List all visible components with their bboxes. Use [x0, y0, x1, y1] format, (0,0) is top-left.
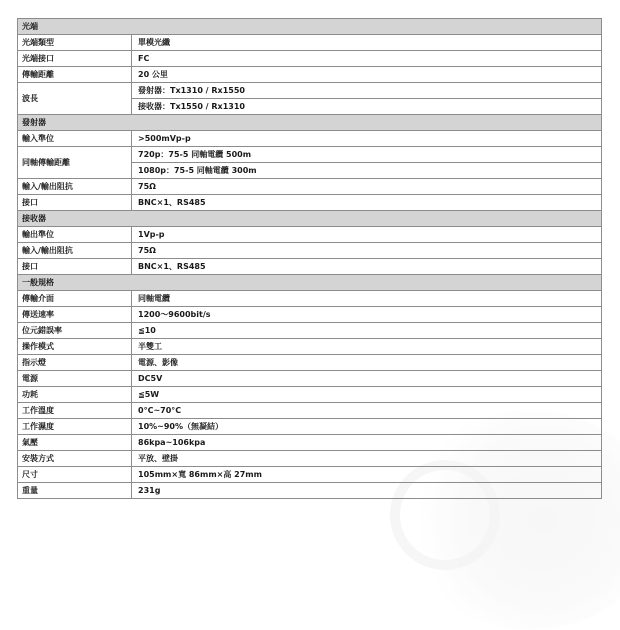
- spec-label: 輸出準位: [18, 227, 132, 243]
- spec-value: >500mVp-p: [132, 131, 602, 147]
- section-header-row: [18, 115, 602, 131]
- spec-label: 操作模式: [18, 339, 132, 355]
- spec-value: 20 公里: [132, 67, 602, 83]
- spec-label: 工作溫度: [18, 403, 132, 419]
- table-row: [18, 403, 602, 419]
- section-header-row: [18, 19, 602, 35]
- spec-label: 輸入準位: [18, 131, 132, 147]
- table-row: [18, 419, 602, 435]
- spec-value: 75Ω: [132, 243, 602, 259]
- spec-value: 720p：75-5 同軸電纜 500m: [132, 147, 602, 163]
- spec-table: [17, 18, 602, 499]
- table-row: [18, 435, 602, 451]
- table-row: [18, 355, 602, 371]
- spec-label: 指示燈: [18, 355, 132, 371]
- table-row: [18, 259, 602, 275]
- spec-label: 工作濕度: [18, 419, 132, 435]
- spec-label: 功耗: [18, 387, 132, 403]
- spec-value: BNC×1、RS485: [132, 259, 602, 275]
- spec-label: 同軸傳輸距離: [18, 147, 132, 179]
- spec-label: 安裝方式: [18, 451, 132, 467]
- spec-value: BNC×1、RS485: [132, 195, 602, 211]
- spec-value: DC5V: [132, 371, 602, 387]
- table-row: [18, 307, 602, 323]
- section-header-row: [18, 275, 602, 291]
- spec-value: 單模光纖: [132, 35, 602, 51]
- spec-label: 輸入/輸出阻抗: [18, 179, 132, 195]
- section-header-row: [18, 211, 602, 227]
- table-row: [18, 195, 602, 211]
- spec-label: 波長: [18, 83, 132, 115]
- table-row: [18, 179, 602, 195]
- spec-table-body: [18, 19, 602, 499]
- spec-value: 10%~90%（無凝結）: [132, 419, 602, 435]
- spec-value: 1200～9600bit/s: [132, 307, 602, 323]
- spec-value: 75Ω: [132, 179, 602, 195]
- table-row: [18, 35, 602, 51]
- spec-label: 光端接口: [18, 51, 132, 67]
- table-row: [18, 387, 602, 403]
- spec-value: 105mm×寬 86mm×高 27mm: [132, 467, 602, 483]
- spec-value: 0°C~70°C: [132, 403, 602, 419]
- table-row: [18, 131, 602, 147]
- section-title: 接收器: [18, 211, 602, 227]
- spec-label: 電源: [18, 371, 132, 387]
- spec-label: 重量: [18, 483, 132, 499]
- table-row: [18, 467, 602, 483]
- spec-value: 1Vp-p: [132, 227, 602, 243]
- spec-label: 輸入/輸出阻抗: [18, 243, 132, 259]
- spec-label: 傳輸介面: [18, 291, 132, 307]
- spec-value: 1080p：75-5 同軸電纜 300m: [132, 163, 602, 179]
- spec-value: FC: [132, 51, 602, 67]
- spec-label: 接口: [18, 195, 132, 211]
- spec-value: 同軸電纜: [132, 291, 602, 307]
- table-row: [18, 371, 602, 387]
- spec-value: ≦5W: [132, 387, 602, 403]
- spec-label: 傳輸距離: [18, 67, 132, 83]
- table-row: [18, 323, 602, 339]
- spec-value: ≦10: [132, 323, 602, 339]
- table-row: [18, 339, 602, 355]
- spec-label: 氣壓: [18, 435, 132, 451]
- spec-value: 發射器：Tx1310 / Rx1550: [132, 83, 602, 99]
- spec-label: 接口: [18, 259, 132, 275]
- spec-value: 平放、壁掛: [132, 451, 602, 467]
- table-row: [18, 67, 602, 83]
- section-title: 一般規格: [18, 275, 602, 291]
- table-row: [18, 451, 602, 467]
- table-row: [18, 51, 602, 67]
- table-row: [18, 227, 602, 243]
- spec-value: 接收器：Tx1550 / Rx1310: [132, 99, 602, 115]
- table-row: [18, 243, 602, 259]
- table-row: [18, 291, 602, 307]
- spec-value: 電源、影像: [132, 355, 602, 371]
- section-title: 光端: [18, 19, 602, 35]
- table-row: [18, 147, 602, 163]
- spec-label: 傳送速率: [18, 307, 132, 323]
- spec-value: 86kpa~106kpa: [132, 435, 602, 451]
- table-row: [18, 483, 602, 499]
- spec-value: 半雙工: [132, 339, 602, 355]
- table-row: [18, 83, 602, 99]
- spec-label: 光端類型: [18, 35, 132, 51]
- spec-value: 231g: [132, 483, 602, 499]
- spec-label: 位元錯誤率: [18, 323, 132, 339]
- spec-label: 尺寸: [18, 467, 132, 483]
- section-title: 發射器: [18, 115, 602, 131]
